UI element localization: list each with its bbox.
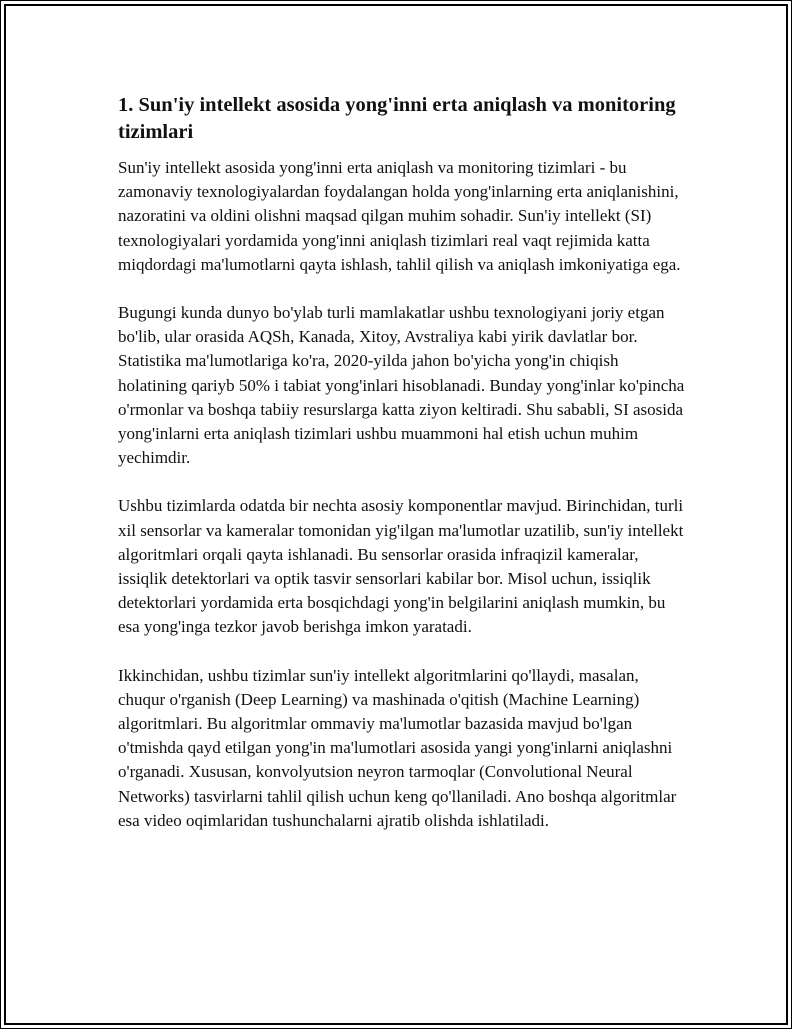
paragraph-components: Ushbu tizimlarda odatda bir nechta asosiy komponentlar mavjud. Birinchidan, turli xil sensorlar va kameralar tomonidan yig'ilgan ma'lumotlar uzatilib, sun'iy intellekt algoritmlari orqali qayta ishlanadi. Bu sensorlar orasida infraqizil kameralar, issiqlik detektorlari va optik tasvir sensorlari kabilar bor. Misol uchun, issiqlik detektorlari yordamida erta bosqichdagi yong'in belgilarini aniqlash mumkin, bu esa yong'inga tezkor javob berishga imkon yaratadi. xyxy=(118,496,684,637)
document-body xyxy=(118,92,690,857)
paragraph-intro: Sun'iy intellekt asosida yong'inni erta aniqlash va monitoring tizimlari - bu zamonaviy texnologiyalardan foydalangan holda yong'inlarning erta aniqlanishini, nazoratini va oldini olishni maqsad qilgan muhim sohadir. Sun'iy intellekt (SI) texnologiyalari yordamida yong'inni aniqlash tizimlari real vaqt rejimida katta miqdordagi ma'lumotlarni qayta ishlash, tahlil qilish va aniqlash imkoniyatiga ega. xyxy=(118,158,681,274)
section-heading: 1. Sun'iy intellekt asosida yong'inni erta aniqlash va monitoring tizimlari xyxy=(118,94,676,143)
paragraph-algorithms: Ikkinchidan, ushbu tizimlar sun'iy intellekt algoritmlarini qo'llaydi, masalan, chuqur o'rganish (Deep Learning) va mashinada o'qitish (Machine Learning) algoritmlari. Bu algoritmlar ommaviy ma'lumotlar bazasida mavjud bo'lgan o'tmishda qayd etilgan yong'in ma'lumotlari asosida yangi yong'inlarni aniqlashni o'rganadi. Xususan, konvolyutsion neyron tarmoqlar (Convolutional Neural Networks) tasvirlarni tahlil qilish uchun keng qo'llaniladi. Ano boshqa algoritmlar esa video oqimlaridan tushunchalarni ajratib olishda ishlatiladi. xyxy=(118,665,677,830)
paragraph-statistics: Bugungi kunda dunyo bo'ylab turli mamlakatlar ushbu texnologiyani joriy etgan bo'lib, ular orasida AQSh, Kanada, Xitoy, Avstraliya kabi yirik davlatlar bor. Statistika ma'lumotlariga ko'ra, 2020-yilda jahon bo'yicha yong'in chiqish holatining qariyb 50% i tabiat yong'inlari hisoblanadi. Bunday yong'inlar ko'pincha o'rmonlar va boshqa tabiiy resurslarga katta ziyon keltiradi. Shu sababli, SI asosida yong'inlarni erta aniqlash tizimlari ushbu muammoni hal etish uchun muhim yechimdir. xyxy=(118,303,685,468)
